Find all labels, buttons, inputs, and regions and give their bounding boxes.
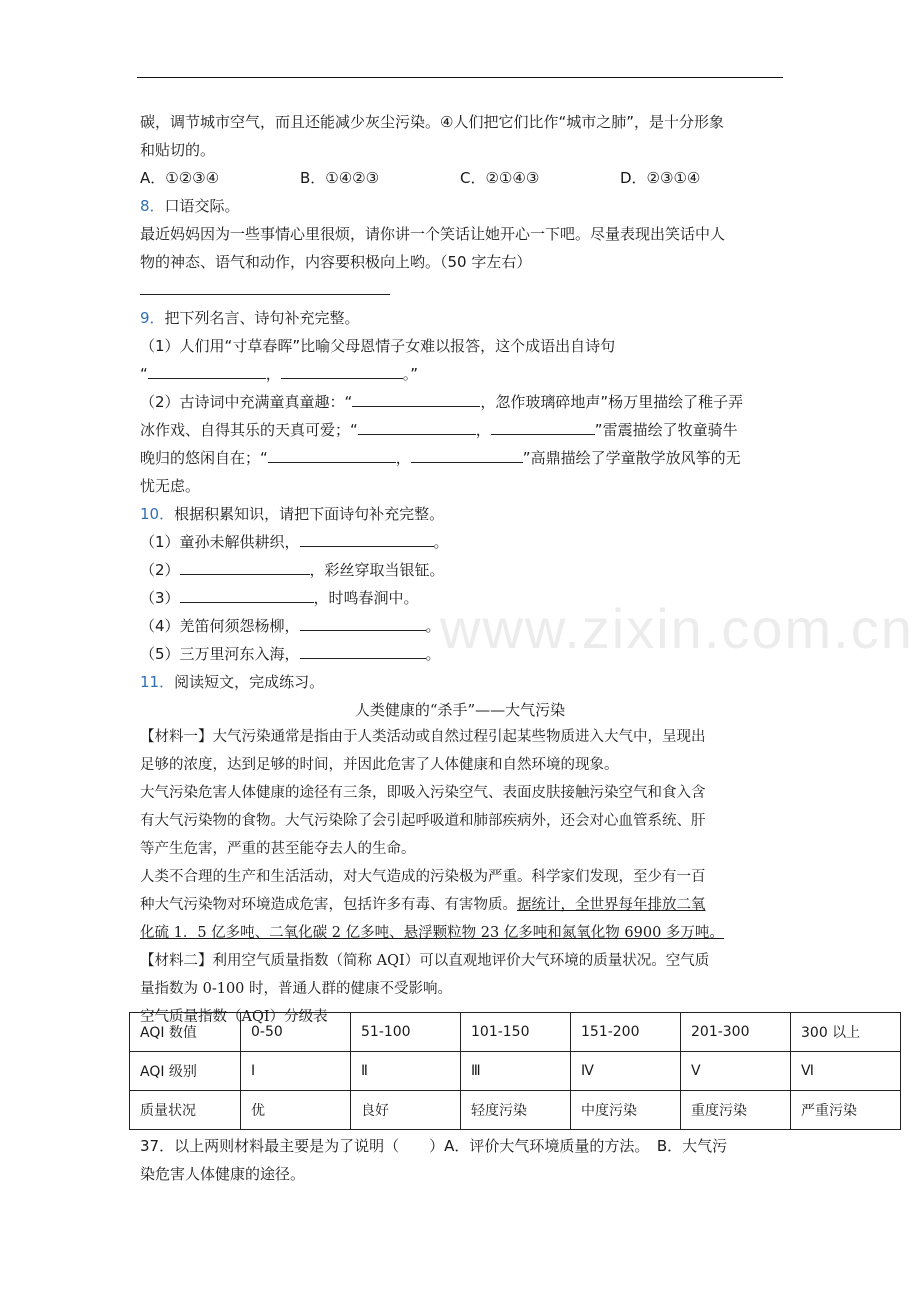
material2-line2: 量指数为 0-100 时，普通人群的健康不受影响。 (140, 981, 453, 997)
q9-heading (140, 304, 780, 332)
q10-item-1-post: 。 (433, 533, 449, 551)
material1-line8: 化硫 1．5 亿多吨、二氧化碳 2 亿多吨、悬浮颗粒物 23 亿多吨和氮氧化物 6900 多万吨。 (140, 925, 724, 941)
q10-blank-1[interactable] (300, 529, 434, 547)
header-rule (137, 77, 783, 78)
q9-p1-sep: ， (265, 365, 281, 383)
q10-item-4-post: 。 (425, 617, 441, 635)
q7-option-d: D．②③①④ (620, 169, 701, 187)
material1-line3: 大气污染危害人体健康的途径有三条，即吸入污染空气、表面皮肤接触污染空气和食入含 (140, 785, 706, 801)
q9-p1-open: “ (140, 365, 148, 383)
q10-item-1-pre: （1）童孙未解供耕织， (140, 533, 300, 551)
q9-p1-close: 。” (402, 365, 419, 383)
table-cell: 201-300 (681, 1013, 791, 1052)
table-cell: 101-150 (461, 1013, 571, 1052)
q7-option-b: B．①④②③ (300, 169, 380, 187)
q9-p2-a: （2）古诗词中充满童真童趣：“ (140, 393, 353, 411)
q9-p2-line2 (140, 416, 780, 444)
q7-option-a: A．①②③④ (140, 169, 220, 187)
material1-line6: 人类不合理的生产和生活活动，对大气造成的污染极为严重。科学家们发现，至少有一百 (140, 869, 706, 885)
table-row (130, 1091, 901, 1130)
q9-title: 把下列名言、诗句补充完整。 (164, 309, 360, 327)
q10-item-5-post: 。 (425, 645, 441, 663)
material1-line7 (140, 892, 780, 920)
q9-blank-3[interactable] (352, 389, 480, 407)
table-cell: 轻度污染 (461, 1091, 571, 1130)
aqi-table (129, 1012, 901, 1130)
table-cell: 良好 (351, 1091, 461, 1130)
q7-line2: 和贴切的。 (140, 141, 216, 159)
q10-item-3-pre: （3） (140, 589, 180, 607)
q10-blank-4[interactable] (300, 613, 426, 631)
q9-p2-g: ， (395, 449, 411, 467)
material1-line4: 有大气污染物的食物。大气污染除了会引起呼吸道和肺部疾病外，还会对心血管系统、肝 (140, 813, 706, 829)
q9-p2-c: 冰作戏、自得其乐的天真可爱；“ (140, 421, 358, 439)
article-title: 人类健康的“杀手”——大气污染 (354, 701, 566, 719)
q10-item-3 (140, 584, 780, 612)
table-cell: 质量状况 (130, 1091, 241, 1130)
table-cell: Ⅲ (461, 1052, 571, 1091)
q37-line2: 染危害人体健康的途径。 (140, 1165, 306, 1183)
q10-blank-3[interactable] (180, 585, 314, 603)
q9-p2-b: ，忽作玻璃碎地声”杨万里描绘了稚子弄 (480, 393, 744, 411)
table-cell: Ⅰ (241, 1052, 351, 1091)
q8-line2: 物的神态、语气和动作，内容要积极向上哟。（50 字左右） (140, 253, 532, 271)
table-cell: 300 以上 (791, 1013, 901, 1052)
q9-p2-line3 (140, 444, 780, 472)
q9-blank-4[interactable] (358, 417, 476, 435)
q11-title: 阅读短文，完成练习。 (174, 673, 325, 691)
material2-line1: 【材料二】利用空气质量指数（简称 AQI）可以直观地评价大气环境的质量状况。空气质 (140, 953, 710, 969)
q10-number: 10． (140, 505, 175, 523)
q7-options (140, 164, 780, 192)
material1-line7-a: 种大气污染物对环境造成危害，包括许多有毒、有害物质。 (140, 897, 517, 913)
table-cell: 151-200 (571, 1013, 681, 1052)
document-body (140, 108, 780, 1032)
q11-heading (140, 668, 780, 696)
q37-block (140, 1132, 780, 1188)
q9-number: 9． (140, 309, 165, 327)
q8-heading (140, 192, 780, 220)
q10-item-5-pre: （5）三万里河东入海， (140, 645, 300, 663)
q9-p2-f: 晚归的悠闲自在；“ (140, 449, 268, 467)
q10-item-5 (140, 640, 780, 668)
q9-p1-line2 (140, 360, 780, 388)
table-caption: 空气质量指数（AQI）分级表 (140, 1009, 328, 1025)
q9-p2-e: ”雷震描绘了牧童骑牛 (594, 421, 738, 439)
table-cell: Ⅴ (681, 1052, 791, 1091)
q10-title: 根据积累知识，请把下面诗句补充完整。 (174, 505, 445, 523)
table-cell: 0-50 (241, 1013, 351, 1052)
q10-item-2-post: ，彩丝穿取当银钲。 (309, 561, 445, 579)
q37-line1: 37．以上两则材料最主要是为了说明（ ）A．评价大气环境质量的方法。 B．大气污 (140, 1137, 728, 1155)
table-cell: 重度污染 (681, 1091, 791, 1130)
table-cell: 严重污染 (791, 1091, 901, 1130)
table-cell: AQI 级别 (130, 1052, 241, 1091)
table-cell: AQI 数值 (130, 1013, 241, 1052)
q10-item-2 (140, 556, 780, 584)
material1-line2: 足够的浓度，达到足够的时间，并因此危害了人体健康和自然环境的现象。 (140, 757, 619, 773)
q9-p2-line4: 忧无虑。 (140, 477, 201, 495)
q10-item-1 (140, 528, 780, 556)
q7-line1: 碳，调节城市空气，而且还能减少灰尘污染。④人们把它们比作“城市之肺”，是十分形象 (140, 113, 724, 131)
q9-blank-5[interactable] (491, 417, 595, 435)
q10-item-3-post: ，时鸣春涧中。 (313, 589, 419, 607)
q10-heading (140, 500, 780, 528)
table-cell: 51-100 (351, 1013, 461, 1052)
q9-blank-1[interactable] (148, 361, 266, 379)
q10-item-4 (140, 612, 780, 640)
table-cell: Ⅳ (571, 1052, 681, 1091)
q9-blank-2[interactable] (281, 361, 403, 379)
q9-blank-7[interactable] (411, 445, 523, 463)
table-row (130, 1013, 901, 1052)
material1-line5: 等产生危害，严重的甚至能夺去人的生命。 (140, 841, 416, 857)
q8-number: 8． (140, 197, 165, 215)
q8-answer-line[interactable] (140, 276, 780, 304)
q10-blank-2[interactable] (180, 557, 310, 575)
q9-p2-h: ”高鼎描绘了学童散学放风筝的无 (522, 449, 741, 467)
q8-line1: 最近妈妈因为一些事情心里很烦，请你讲一个笑话让她开心一下吧。尽量表现出笑话中人 (140, 225, 726, 243)
table-cell: Ⅱ (351, 1052, 461, 1091)
q9-p2-d: ， (475, 421, 491, 439)
table-cell: 优 (241, 1091, 351, 1130)
table-row (130, 1052, 901, 1091)
q7-option-c: C．②①④③ (460, 169, 540, 187)
q9-p2-line1 (140, 388, 780, 416)
material1-line7-underlined: 据统计，全世界每年排放二氧 (517, 897, 706, 913)
q10-item-2-pre: （2） (140, 561, 180, 579)
material1-line1: 【材料一】大气污染通常是指由于人类活动或自然过程引起某些物质进入大气中，呈现出 (140, 729, 706, 745)
q9-blank-6[interactable] (268, 445, 396, 463)
table-cell: 中度污染 (571, 1091, 681, 1130)
q9-p1-line1: （1）人们用“寸草春晖”比喻父母恩情子女难以报答，这个成语出自诗句 (140, 337, 616, 355)
q8-title: 口语交际。 (164, 197, 240, 215)
q10-blank-5[interactable] (300, 641, 426, 659)
q10-item-4-pre: （4）羌笛何须怨杨柳， (140, 617, 300, 635)
table-cell: Ⅵ (791, 1052, 901, 1091)
q11-number: 11． (140, 673, 175, 691)
watermark: www.zixin.com.cn (440, 597, 914, 660)
